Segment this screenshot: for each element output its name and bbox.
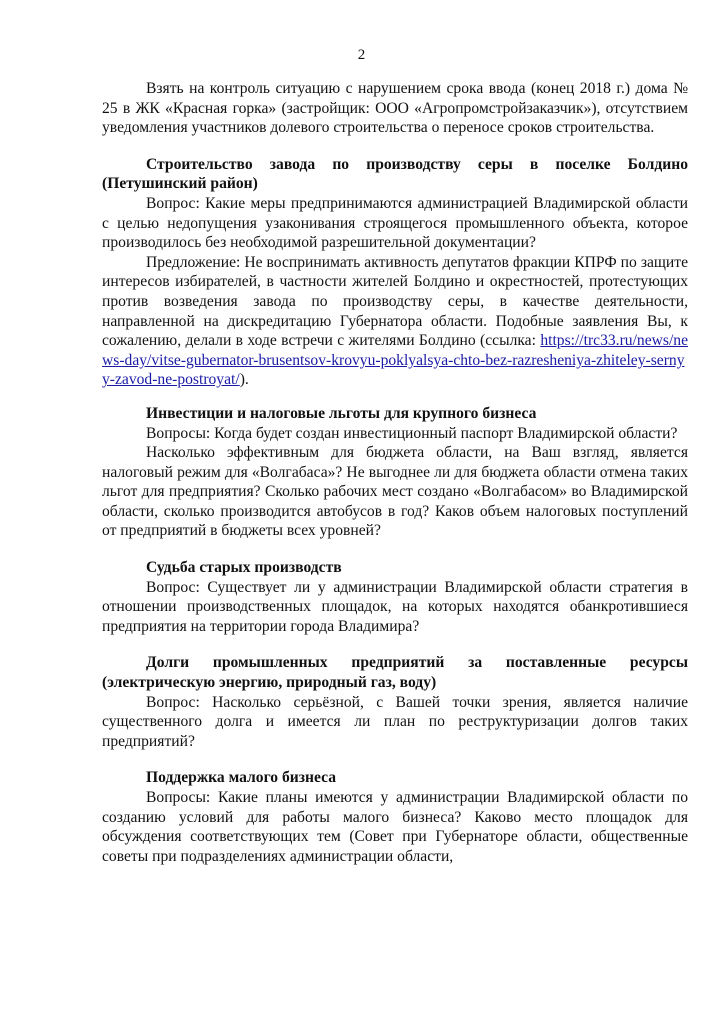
section-heading-boldino: Строительство завода по производству серы в поселке Болдино (Петушинский район) — [102, 155, 688, 193]
page-number: 2 — [357, 47, 366, 63]
proposal-end: ). — [239, 371, 249, 389]
proposal-paragraph — [102, 253, 688, 390]
question-paragraph: Вопрос: Насколько серьёзной, с Вашей точки зрения, является наличие существенного долга и имеется ли план по реструктуризации долгов таких предприятий? — [102, 693, 688, 750]
question-paragraph: Вопрос: Какие меры предпринимаются администрацией Владимирской области с целью недопущения узаконивания строящегося промышленного объекта, которое производилось без необходимой разрешительной документации? — [102, 194, 688, 252]
section-heading-debts: Долги промышленных предприятий за поставленные ресурсы (электрическую энергию, природный газ, воду) — [102, 654, 688, 692]
section-heading-small-business: Поддержка малого бизнеса — [146, 769, 337, 787]
question-paragraph: Вопросы: Какие планы имеются у администрации Владимирской области по созданию условий для работы малого бизнеса? Каково место площадок для обсуждения соответствующих тем (Совет при Губернаторе области, общественные советы при подразделениях администрации области, — [102, 789, 688, 865]
question-paragraph: Вопросы: Когда будет создан инвестиционный паспорт Владимирской области? — [146, 424, 678, 442]
section-heading-investments: Инвестиции и налоговые льготы для крупного бизнеса — [146, 404, 537, 422]
source-link[interactable]: https://trc33.ru/news/news-day/vitse-gubernator-brusentsov-krovyu-poklyalsya-chto-bez-razresheniya-zhiteley-sernyy-zavod-ne-postroyat/ — [102, 332, 688, 389]
question-paragraph: Насколько эффективным для бюджета области, на Ваш взгляд, является налоговый режим для «Волгабаса»? Не выгоднее ли для бюджета области отмена таких льгот для предприятия? Сколько рабочих мест создано «Волгабасом» во Владимирской области, сколько производится автобусов в год? Каков объем налоговых поступлений от предприятий в бюджеты всех уровней? — [102, 444, 688, 540]
question-paragraph: Вопрос: Существует ли у администрации Владимирской области стратегия в отношении производственных площадок, на которых находятся обанкротившиеся предприятия на территории города Владимира? — [102, 578, 688, 635]
proposal-text: Предложение: Не воспринимать активность депутатов фракции КПРФ по защите интересов избирателей, в частности жителей Болдино и окрестностей, протестующих против возведения завода по производству серы, в качестве деятельности, направленной на дискредитацию Губернатора области. Подобные заявления Вы, к сожалению, делали в ходе встречи с жителями Болдино (ссылка: — [102, 253, 688, 350]
section-heading-old-production: Судьба старых производств — [146, 559, 342, 577]
document-body — [102, 79, 688, 866]
intro-paragraph: Взять на контроль ситуацию с нарушением срока ввода (конец 2018 г.) дома № 25 в ЖК «Красная горка» (застройщик: ООО «Агропромстройзаказчик»), отсутствием уведомления участников долевого строительства о переносе сроков строительства. — [102, 80, 688, 137]
